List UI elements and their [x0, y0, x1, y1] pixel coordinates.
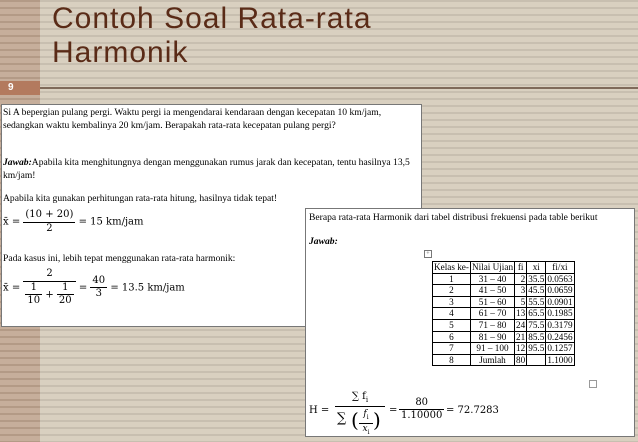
- header-fi: fi: [515, 262, 527, 274]
- sum-fi: ∑ f: [351, 391, 366, 402]
- cell: 55.5: [528, 296, 545, 307]
- cell: 1.1000: [547, 354, 573, 365]
- problem-2-answer-label: [309, 236, 338, 248]
- cell: 0.0563: [547, 273, 573, 284]
- cell: 3: [433, 296, 471, 308]
- fi-over-xi: [359, 409, 373, 438]
- cell: 91 – 100: [470, 343, 514, 355]
- arith-result: = 15 km/jam: [78, 216, 144, 228]
- harm-numerator: 2: [23, 268, 75, 282]
- cell: 6: [433, 331, 471, 343]
- cell: 81 – 90: [470, 331, 514, 343]
- inner1-den: 10: [27, 295, 41, 306]
- table-resize-handle[interactable]: [589, 380, 597, 388]
- arith-fraction: [23, 209, 75, 235]
- cell: 8: [433, 354, 471, 366]
- title-line-2: Harmonik: [52, 36, 189, 69]
- table-row: [433, 308, 575, 320]
- header-nilai: Nilai Ujian: [471, 262, 514, 272]
- problem-2-question: Berapa rata-rata Harmonik dari tabel distribusi frekuensi pada table berikut: [309, 212, 598, 223]
- inner2-den: 20: [58, 295, 72, 306]
- xi-x: x: [362, 423, 368, 434]
- sum-sign: ∑: [337, 411, 347, 426]
- cell: 7: [433, 343, 471, 355]
- cell: 0.0901: [547, 296, 573, 307]
- sub-i: i: [365, 396, 369, 404]
- cell: 0.2456: [547, 331, 573, 342]
- table-row: [433, 331, 575, 343]
- formula-den: 1.10000: [401, 410, 443, 421]
- cell: [527, 354, 546, 366]
- cell: Jumlah: [470, 354, 514, 366]
- cell: 45.5: [528, 285, 545, 296]
- answer-text: Apabila kita menghitungnya dengan menggunakan rumus jarak dan kecepatan, tentu hasilnya 13,5 km/jam!: [3, 157, 410, 181]
- harm-inner-fraction-1: [25, 282, 42, 308]
- cell: 13: [516, 308, 526, 319]
- cell: 35.5: [528, 273, 545, 284]
- table-row: [433, 343, 575, 355]
- cell: 85.5: [528, 331, 545, 342]
- harm-denominator: [23, 282, 75, 308]
- cell: 2: [515, 273, 527, 285]
- cell: 41 – 50: [470, 285, 514, 297]
- harm-lhs: x̄ =: [3, 282, 21, 294]
- arith-denominator: 2: [46, 222, 53, 234]
- formula-result: = 72.7283: [446, 405, 499, 416]
- title-line-1: Contoh Soal Rata-rata: [52, 2, 372, 35]
- harm-num2: 40: [90, 275, 107, 289]
- header-fixi: fi/xi: [546, 262, 574, 274]
- cell: 80: [516, 354, 526, 365]
- harm-fraction: [23, 268, 75, 308]
- cell: 5: [433, 319, 471, 331]
- harm-equals: =: [78, 282, 88, 294]
- table-header-row: [433, 262, 575, 274]
- cell: 0.0659: [547, 285, 573, 296]
- harm-fraction-2: [90, 275, 107, 301]
- problem-1-question: Si A bepergian pulang pergi. Waktu pergi ia mengendarai kendaraan dengan kecepatan 10 km/jam, sedangkan waktu kembalinya 20 km/jam. Berapakah rata-rata kecepatan pulang pergi?: [3, 107, 382, 131]
- table-row: [433, 273, 575, 285]
- paren-left: (: [351, 408, 359, 432]
- answer-label: Jawab:: [3, 157, 32, 168]
- table-total-row: [433, 354, 575, 366]
- cell: 2: [433, 285, 471, 297]
- fi-f: f: [363, 409, 367, 419]
- cell: 61 – 70: [470, 308, 514, 320]
- cell: 75.5: [528, 319, 545, 330]
- answer-label-2: Jawab:: [309, 236, 338, 247]
- header-xi: xi: [527, 262, 546, 274]
- slide-title: [52, 2, 612, 70]
- frequency-table: [432, 261, 575, 366]
- table-row: [433, 285, 575, 297]
- arith-lhs: x̄ =: [3, 216, 21, 228]
- plus-sign: +: [45, 289, 54, 300]
- paren-right: ): [373, 408, 381, 432]
- problem-2-panel: [305, 208, 635, 437]
- cell: 71 – 80: [470, 319, 514, 331]
- arith-numerator: (10 + 20): [23, 209, 75, 223]
- cell: 24: [516, 319, 526, 330]
- page-number: 9: [0, 81, 40, 95]
- fi-sub: i: [366, 413, 369, 421]
- harm-result: = 13.5 km/jam: [110, 282, 185, 294]
- harm-inner-fraction-2: [57, 282, 74, 308]
- formula-numerator: [335, 391, 385, 407]
- formula-denominator: [335, 407, 385, 436]
- cell: 0.1985: [547, 308, 573, 319]
- arith-intro: Apabila kita gunakan perhitungan rata-rata hitung, hasilnya tidak tepat!: [3, 193, 278, 204]
- harm-den2: 3: [95, 288, 102, 300]
- cell: 65.5: [528, 308, 545, 319]
- table-move-handle[interactable]: +: [424, 250, 432, 258]
- cell: 0.3179: [547, 319, 573, 330]
- formula-big-fraction: [335, 391, 385, 436]
- cell: 0.1257: [547, 343, 573, 354]
- cell: 5: [515, 296, 527, 308]
- problem-1-answer: [3, 157, 421, 182]
- formula-numeric-fraction: [399, 397, 444, 422]
- cell: 3: [515, 285, 527, 297]
- inner1-num: 1: [25, 282, 42, 296]
- formula-lhs: H =: [309, 405, 330, 416]
- header-kelas: Kelas ke-: [434, 262, 469, 272]
- inner2-num: 1: [57, 282, 74, 296]
- cell: 31 – 40: [470, 273, 514, 285]
- cell: 1: [433, 273, 471, 285]
- xi-sub: i: [367, 428, 370, 436]
- table-row: [433, 319, 575, 331]
- title-divider: [40, 87, 638, 89]
- cell: 21: [516, 331, 526, 342]
- formula-equals: =: [389, 405, 398, 416]
- harmonic-mean-formula: [309, 391, 629, 435]
- cell: 95.5: [528, 343, 545, 354]
- cell: 4: [433, 308, 471, 320]
- formula-num: 80: [399, 397, 444, 410]
- table-row: [433, 296, 575, 308]
- cell: 51 – 60: [470, 296, 514, 308]
- harmonic-intro: Pada kasus ini, lebih tepat menggunakan rata-rata harmonik:: [3, 253, 236, 264]
- cell: 12: [516, 343, 526, 354]
